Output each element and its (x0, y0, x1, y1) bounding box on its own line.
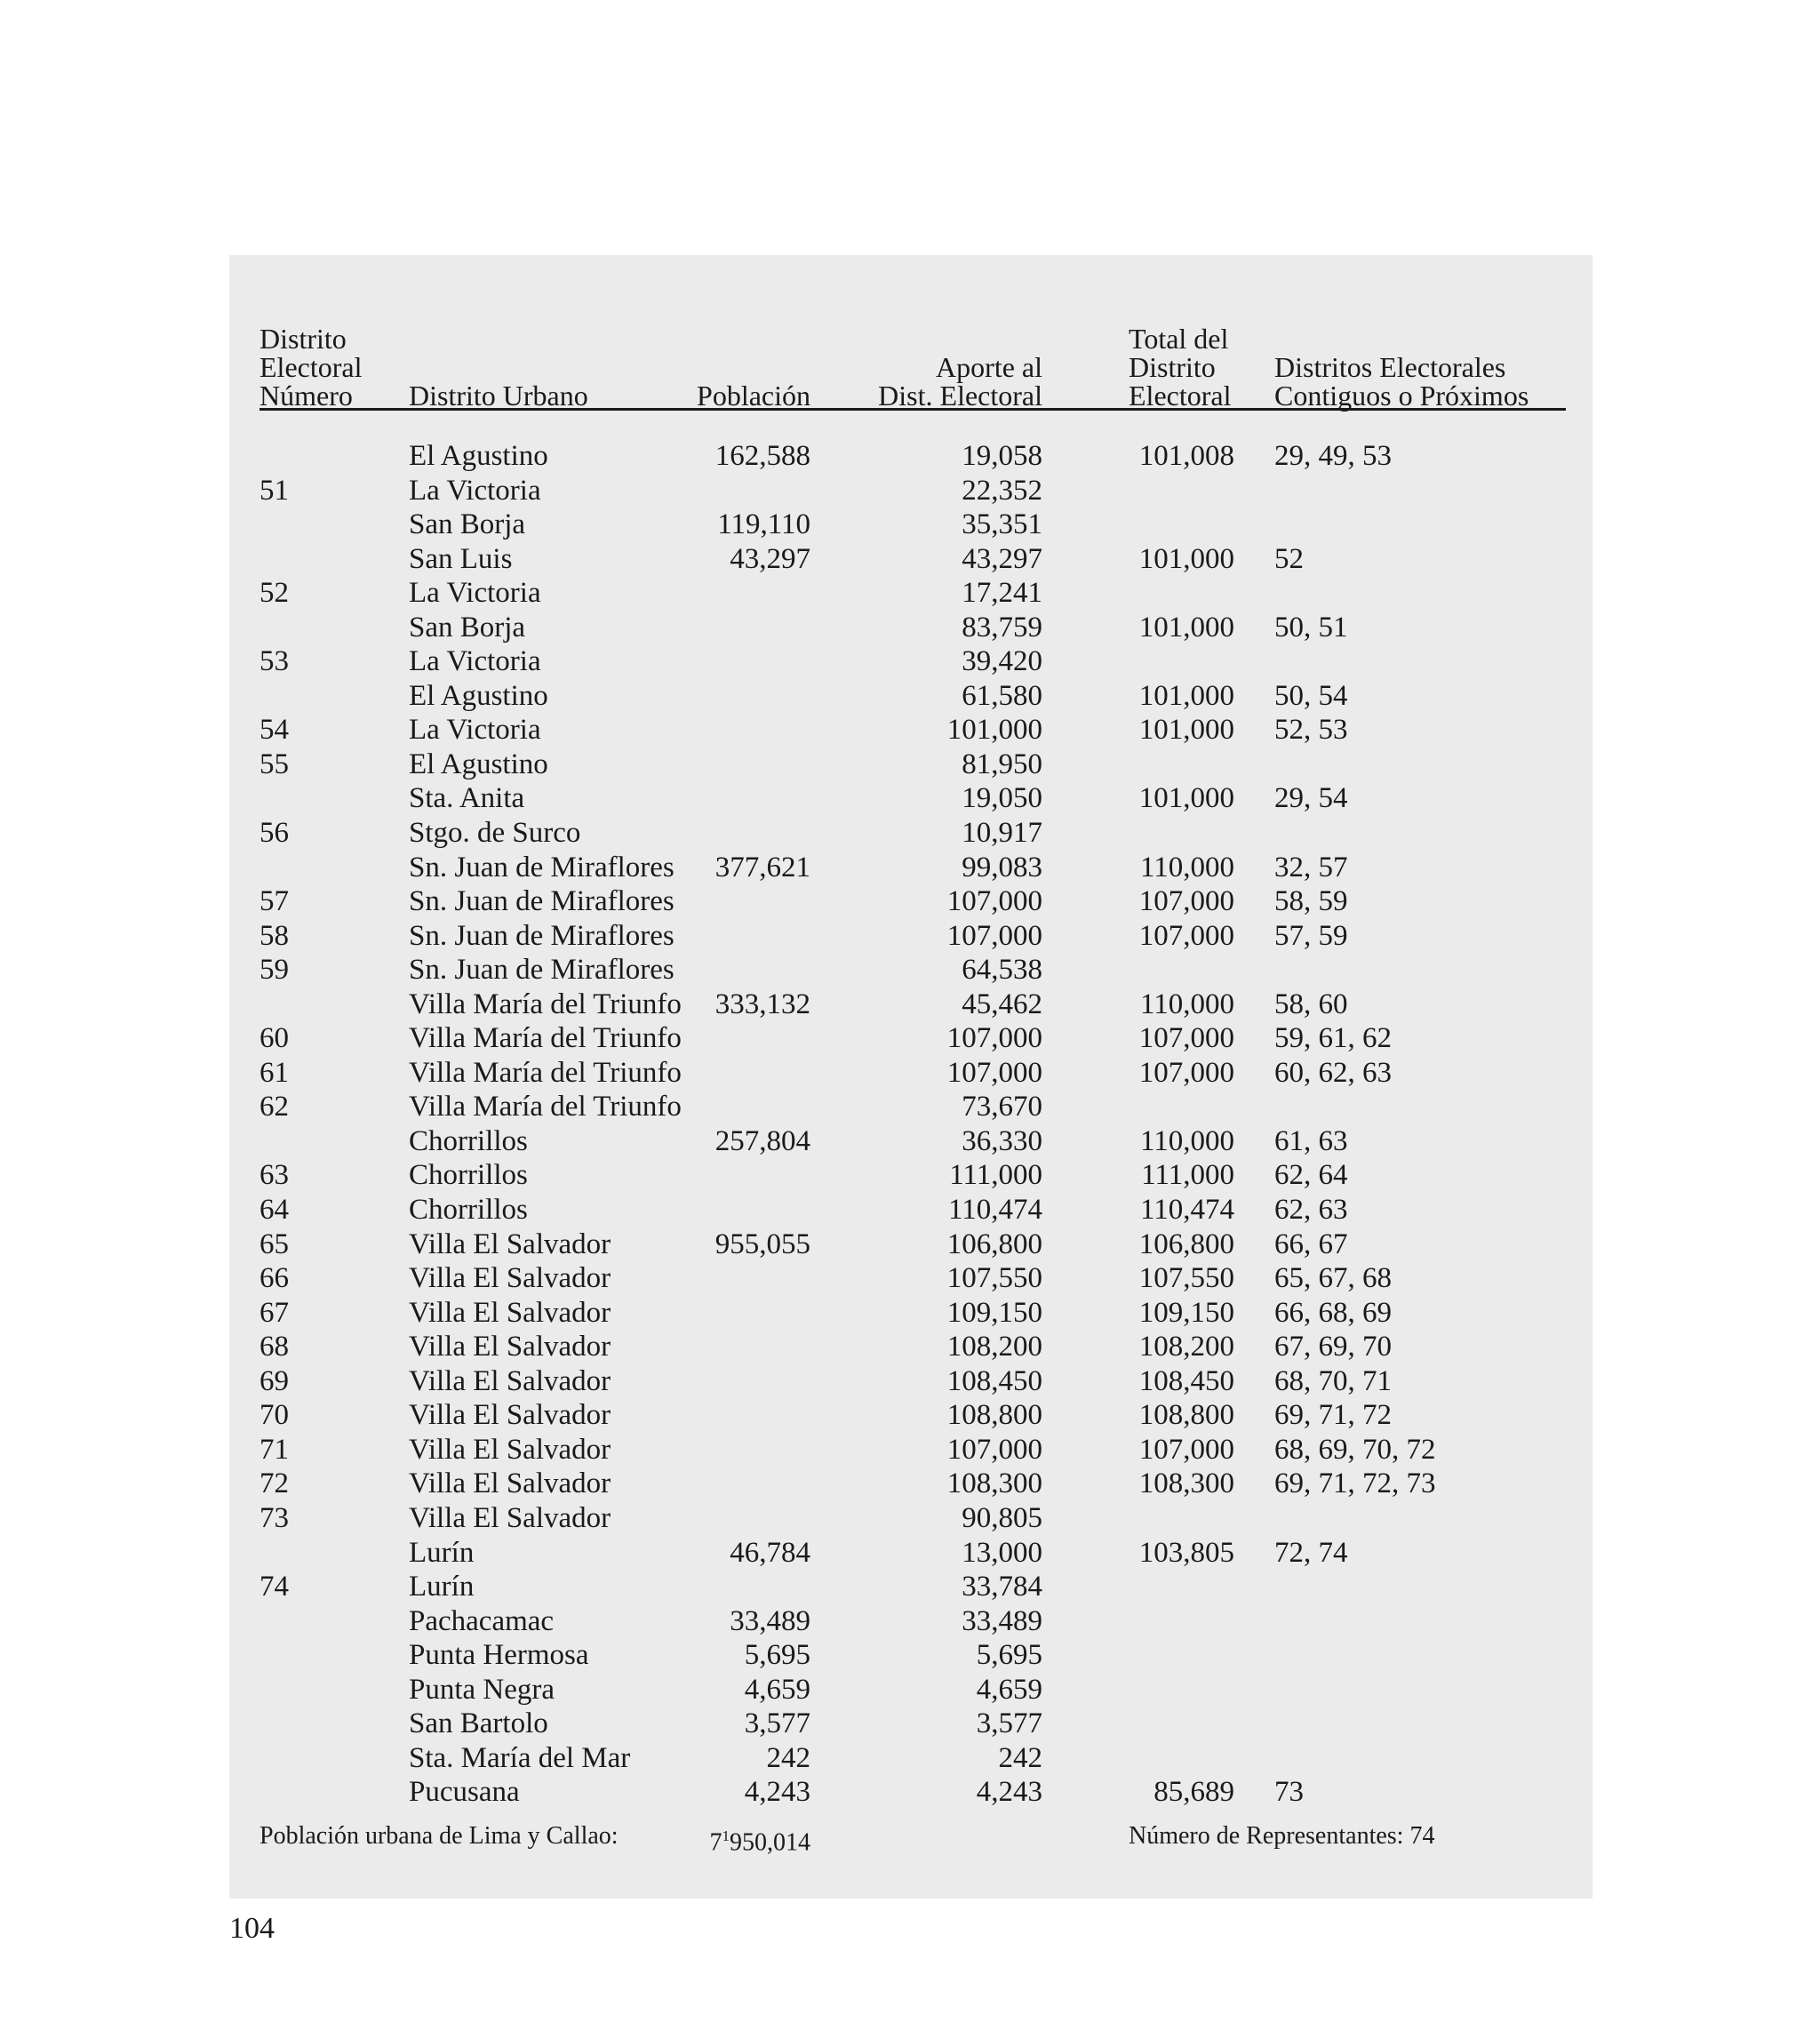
cell-contiguos: 69, 71, 72 (1274, 1399, 1392, 1432)
cell-aporte: 73,670 (962, 1091, 1042, 1123)
cell-numero: 53 (259, 645, 289, 678)
cell-total: 108,300 (1138, 1467, 1234, 1500)
cell-distrito-urbano: Villa El Salvador (409, 1501, 611, 1534)
cell-numero: 52 (259, 577, 289, 610)
cell-distrito-urbano: Villa El Salvador (409, 1227, 611, 1260)
cell-aporte: 107,000 (946, 1056, 1042, 1089)
cell-aporte: 106,800 (946, 1227, 1042, 1260)
table-row (259, 1433, 1566, 1467)
cell-total: 103,805 (1138, 1536, 1234, 1569)
cell-total: 107,000 (1138, 1056, 1234, 1089)
poblacion-urbana-value (710, 1822, 811, 1857)
cell-distrito-urbano: Sn. Juan de Miraflores (409, 954, 675, 987)
table-row (259, 542, 1566, 577)
table-row (259, 611, 1566, 645)
cell-contiguos: 59, 61, 62 (1274, 1022, 1392, 1055)
cell-aporte: 110,474 (947, 1194, 1042, 1227)
cell-distrito-urbano: Punta Hermosa (409, 1639, 589, 1672)
cell-contiguos: 66, 67 (1274, 1227, 1348, 1260)
cell-distrito-urbano: La Victoria (409, 577, 541, 610)
cell-distrito-urbano: Sn. Juan de Miraflores (409, 851, 675, 884)
cell-distrito-urbano: El Agustino (409, 440, 548, 472)
cell-contiguos: 60, 62, 63 (1274, 1056, 1392, 1089)
table-row (259, 919, 1566, 954)
cell-poblacion: 46,784 (730, 1536, 810, 1569)
table-row (259, 1090, 1566, 1124)
cell-distrito-urbano: San Borja (409, 508, 526, 541)
cell-contiguos: 65, 67, 68 (1274, 1262, 1392, 1295)
poblacion-value-sup: 1 (722, 1827, 730, 1844)
cell-aporte: 36,330 (962, 1124, 1042, 1157)
cell-contiguos: 52 (1274, 542, 1304, 575)
table-row (259, 713, 1566, 748)
cell-aporte: 108,800 (946, 1399, 1042, 1432)
table-row (259, 1021, 1566, 1056)
cell-numero: 59 (259, 954, 289, 987)
cell-distrito-urbano: Villa El Salvador (409, 1262, 611, 1295)
table-row (259, 1570, 1566, 1604)
table-row (259, 1227, 1566, 1262)
cell-contiguos: 50, 54 (1274, 679, 1348, 712)
cell-total: 101,000 (1138, 679, 1234, 712)
table-row (259, 1536, 1566, 1571)
table-row (259, 1364, 1566, 1399)
cell-aporte: 13,000 (962, 1536, 1042, 1569)
cell-contiguos: 66, 68, 69 (1274, 1296, 1392, 1329)
cell-aporte: 22,352 (962, 474, 1042, 507)
cell-total: 110,000 (1139, 851, 1234, 884)
cell-poblacion: 377,621 (714, 851, 810, 884)
cell-contiguos: 68, 69, 70, 72 (1274, 1433, 1436, 1466)
cell-aporte: 101,000 (946, 714, 1042, 747)
cell-total: 101,000 (1138, 542, 1234, 575)
cell-distrito-urbano: Villa María del Triunfo (409, 1091, 682, 1123)
cell-distrito-urbano: Pucusana (409, 1776, 520, 1809)
table-row (259, 576, 1566, 611)
cell-poblacion: 5,695 (744, 1639, 810, 1672)
cell-total: 108,800 (1138, 1399, 1234, 1432)
cell-distrito-urbano: Villa El Salvador (409, 1364, 611, 1397)
cell-total: 106,800 (1138, 1227, 1234, 1260)
header-poblacion: Población (697, 380, 810, 412)
table-row (259, 1707, 1566, 1741)
cell-distrito-urbano: Villa María del Triunfo (409, 1056, 682, 1089)
cell-numero: 61 (259, 1056, 289, 1089)
cell-aporte: 61,580 (962, 679, 1042, 712)
cell-aporte: 81,950 (962, 748, 1042, 780)
header-total-distrito: Total del Distrito Electoral (1129, 323, 1232, 412)
poblacion-urbana-label: Población urbana de Lima y Callao: (259, 1822, 619, 1850)
cell-poblacion: 33,489 (730, 1604, 810, 1637)
cell-numero: 68 (259, 1331, 289, 1363)
cell-poblacion: 43,297 (730, 542, 810, 575)
cell-distrito-urbano: San Bartolo (409, 1707, 548, 1740)
cell-distrito-urbano: Villa El Salvador (409, 1331, 611, 1363)
table-row (259, 679, 1566, 714)
table-row (259, 988, 1566, 1022)
cell-distrito-urbano: Lurín (409, 1571, 475, 1603)
cell-total: 107,000 (1138, 1433, 1234, 1466)
cell-distrito-urbano: Chorrillos (409, 1194, 528, 1227)
cell-contiguos: 29, 49, 53 (1274, 440, 1392, 472)
table-row (259, 816, 1566, 851)
table-row (259, 1158, 1566, 1193)
page-number: 104 (229, 1912, 275, 1945)
table-row (259, 439, 1566, 474)
table-row (259, 781, 1566, 816)
cell-total: 108,450 (1138, 1364, 1234, 1397)
cell-numero: 65 (259, 1227, 289, 1260)
cell-aporte: 107,000 (946, 885, 1042, 918)
cell-numero: 62 (259, 1091, 289, 1123)
cell-numero: 64 (259, 1194, 289, 1227)
cell-contiguos: 58, 59 (1274, 885, 1348, 918)
cell-total: 107,000 (1138, 885, 1234, 918)
cell-poblacion: 242 (766, 1741, 810, 1774)
cell-poblacion: 4,243 (744, 1776, 810, 1809)
cell-total: 101,000 (1138, 611, 1234, 644)
cell-aporte: 108,450 (946, 1364, 1042, 1397)
cell-contiguos: 73 (1274, 1776, 1304, 1809)
cell-aporte: 242 (998, 1741, 1042, 1774)
cell-total: 107,000 (1138, 1022, 1234, 1055)
cell-contiguos: 50, 51 (1274, 611, 1348, 644)
cell-total: 107,550 (1138, 1262, 1234, 1295)
table-row (259, 953, 1566, 988)
cell-numero: 66 (259, 1262, 289, 1295)
cell-numero: 74 (259, 1571, 289, 1603)
cell-contiguos: 62, 63 (1274, 1194, 1348, 1227)
cell-distrito-urbano: Chorrillos (409, 1124, 528, 1157)
table-body (259, 439, 1566, 1810)
cell-aporte: 108,200 (946, 1331, 1042, 1363)
cell-distrito-urbano: Chorrillos (409, 1159, 528, 1192)
cell-aporte: 107,550 (946, 1262, 1042, 1295)
cell-distrito-urbano: Stgo. de Surco (409, 817, 581, 850)
cell-aporte: 43,297 (962, 542, 1042, 575)
cell-total: 101,008 (1138, 440, 1234, 472)
cell-aporte: 4,243 (976, 1776, 1042, 1809)
cell-contiguos: 67, 69, 70 (1274, 1331, 1392, 1363)
cell-distrito-urbano: Pachacamac (409, 1604, 555, 1637)
cell-numero: 55 (259, 748, 289, 780)
cell-numero: 70 (259, 1399, 289, 1432)
cell-aporte: 107,000 (946, 1433, 1042, 1466)
cell-aporte: 4,659 (976, 1673, 1042, 1706)
cell-aporte: 17,241 (962, 577, 1042, 610)
header-aporte: Aporte al Dist. Electoral (878, 351, 1042, 412)
table-row (259, 1604, 1566, 1639)
cell-distrito-urbano: La Victoria (409, 645, 541, 678)
cell-numero: 72 (259, 1467, 289, 1500)
table-row (259, 474, 1566, 508)
cell-distrito-urbano: La Victoria (409, 474, 541, 507)
cell-distrito-urbano: La Victoria (409, 714, 541, 747)
cell-total: 111,000 (1141, 1159, 1234, 1192)
table-row (259, 1467, 1566, 1501)
cell-poblacion: 119,110 (717, 508, 810, 541)
table-row (259, 1501, 1566, 1536)
cell-total: 110,474 (1139, 1194, 1234, 1227)
cell-distrito-urbano: Villa María del Triunfo (409, 1022, 682, 1055)
cell-aporte: 35,351 (962, 508, 1042, 541)
cell-contiguos: 52, 53 (1274, 714, 1348, 747)
header-distrito-urbano: Distrito Urbano (409, 380, 588, 412)
table-row (259, 1261, 1566, 1296)
cell-distrito-urbano: Villa El Salvador (409, 1433, 611, 1466)
table-row (259, 644, 1566, 679)
cell-contiguos: 29, 54 (1274, 782, 1348, 815)
cell-distrito-urbano: Punta Negra (409, 1673, 555, 1706)
cell-distrito-urbano: Villa El Salvador (409, 1296, 611, 1329)
cell-contiguos: 61, 63 (1274, 1124, 1348, 1157)
cell-distrito-urbano: Lurín (409, 1536, 475, 1569)
numero-representantes: Número de Representantes: 74 (1129, 1822, 1435, 1850)
cell-distrito-urbano: Villa El Salvador (409, 1467, 611, 1500)
header-distritos-contiguos: Distritos Electorales Contiguos o Próximos (1274, 351, 1529, 412)
cell-aporte: 99,083 (962, 851, 1042, 884)
cell-distrito-urbano: San Borja (409, 611, 526, 644)
cell-distrito-urbano: Sn. Juan de Miraflores (409, 885, 675, 918)
cell-numero: 57 (259, 885, 289, 918)
table-row (259, 1673, 1566, 1707)
cell-contiguos: 32, 57 (1274, 851, 1348, 884)
cell-aporte: 33,784 (962, 1571, 1042, 1603)
table-row (259, 1741, 1566, 1776)
cell-distrito-urbano: San Luis (409, 542, 513, 575)
cell-aporte: 109,150 (946, 1296, 1042, 1329)
table-row (259, 508, 1566, 542)
cell-contiguos: 68, 70, 71 (1274, 1364, 1392, 1397)
cell-numero: 73 (259, 1501, 289, 1534)
cell-aporte: 10,917 (962, 817, 1042, 850)
header-distrito-electoral-numero: Distrito Electoral Número (259, 323, 363, 412)
cell-aporte: 107,000 (946, 919, 1042, 952)
table-panel (229, 255, 1592, 1899)
cell-numero: 67 (259, 1296, 289, 1329)
cell-numero: 63 (259, 1159, 289, 1192)
cell-total: 108,200 (1138, 1331, 1234, 1363)
cell-numero: 58 (259, 919, 289, 952)
table-row (259, 1398, 1566, 1433)
cell-numero: 54 (259, 714, 289, 747)
cell-contiguos: 69, 71, 72, 73 (1274, 1467, 1436, 1500)
table-row (259, 1193, 1566, 1227)
table-row (259, 884, 1566, 919)
cell-poblacion: 257,804 (714, 1124, 810, 1157)
cell-aporte: 108,300 (946, 1467, 1042, 1500)
cell-aporte: 107,000 (946, 1022, 1042, 1055)
cell-total: 85,689 (1153, 1776, 1234, 1809)
cell-poblacion: 4,659 (744, 1673, 810, 1706)
cell-numero: 69 (259, 1364, 289, 1397)
cell-numero: 56 (259, 817, 289, 850)
cell-total: 110,000 (1139, 988, 1234, 1020)
table-row (259, 1296, 1566, 1331)
cell-aporte: 39,420 (962, 645, 1042, 678)
cell-aporte: 5,695 (976, 1639, 1042, 1672)
cell-distrito-urbano: Sta. Anita (409, 782, 525, 815)
cell-aporte: 111,000 (949, 1159, 1042, 1192)
cell-poblacion: 955,055 (714, 1227, 810, 1260)
cell-poblacion: 3,577 (744, 1707, 810, 1740)
cell-aporte: 64,538 (962, 954, 1042, 987)
cell-aporte: 33,489 (962, 1604, 1042, 1637)
table-row (259, 1775, 1566, 1810)
poblacion-value-lead: 7 (709, 1828, 722, 1857)
cell-aporte: 90,805 (962, 1501, 1042, 1534)
cell-contiguos: 58, 60 (1274, 988, 1348, 1020)
poblacion-value-rest: 950,014 (730, 1828, 810, 1857)
cell-total: 101,000 (1138, 782, 1234, 815)
cell-distrito-urbano: Villa El Salvador (409, 1399, 611, 1432)
cell-total: 109,150 (1138, 1296, 1234, 1329)
cell-aporte: 3,577 (976, 1707, 1042, 1740)
cell-total: 101,000 (1138, 714, 1234, 747)
cell-total: 110,000 (1139, 1124, 1234, 1157)
cell-distrito-urbano: El Agustino (409, 748, 548, 780)
table-row (259, 1124, 1566, 1159)
table-row (259, 851, 1566, 885)
cell-numero: 51 (259, 474, 289, 507)
table-row (259, 1056, 1566, 1091)
table-row (259, 748, 1566, 782)
cell-numero: 60 (259, 1022, 289, 1055)
cell-numero: 71 (259, 1433, 289, 1466)
cell-aporte: 19,050 (962, 782, 1042, 815)
cell-aporte: 19,058 (962, 440, 1042, 472)
cell-aporte: 45,462 (962, 988, 1042, 1020)
table-row (259, 1638, 1566, 1673)
table-row (259, 1330, 1566, 1364)
cell-poblacion: 162,588 (714, 440, 810, 472)
cell-distrito-urbano: Sta. María del Mar (409, 1741, 631, 1774)
cell-distrito-urbano: Villa María del Triunfo (409, 988, 682, 1020)
cell-total: 107,000 (1138, 919, 1234, 952)
cell-distrito-urbano: El Agustino (409, 679, 548, 712)
cell-contiguos: 57, 59 (1274, 919, 1348, 952)
cell-contiguos: 72, 74 (1274, 1536, 1348, 1569)
table-header (259, 316, 1566, 411)
cell-aporte: 83,759 (962, 611, 1042, 644)
cell-distrito-urbano: Sn. Juan de Miraflores (409, 919, 675, 952)
cell-contiguos: 62, 64 (1274, 1159, 1348, 1192)
cell-poblacion: 333,132 (714, 988, 810, 1020)
